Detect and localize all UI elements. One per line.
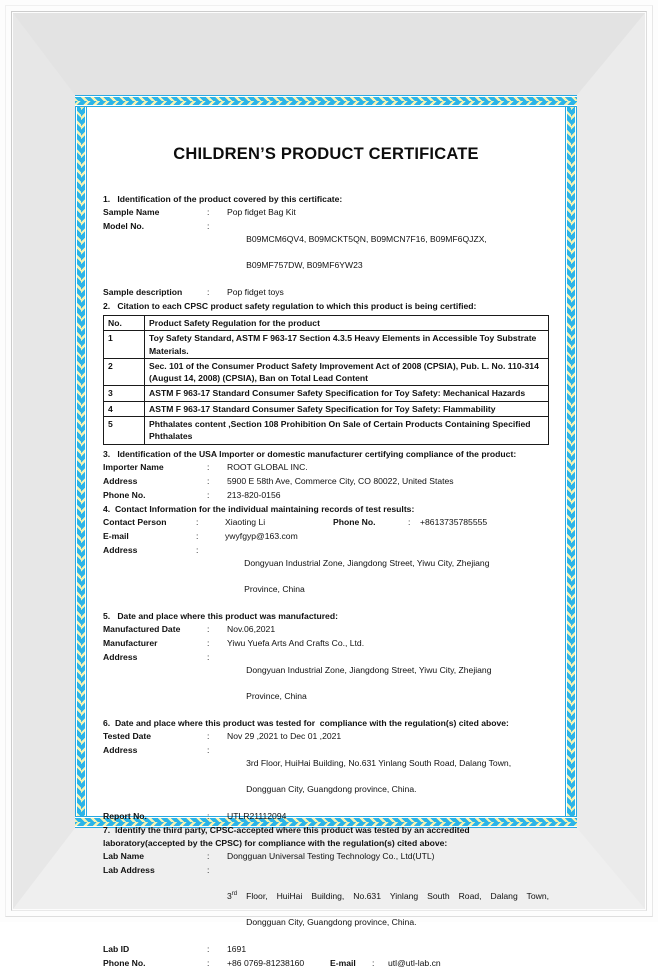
table-cell-no: 5 <box>104 417 145 445</box>
address-line1: 3rd Floor, HuiHai Building, No.631 Yinlang South Road, Dalang Town, <box>246 757 512 768</box>
address-line1: Dongyuan Industrial Zone, Jiangdong Street, Yiwu City, Zhejiang <box>244 557 490 568</box>
certificate-content <box>87 107 565 968</box>
field-label: Address <box>103 651 138 662</box>
field-value: Nov 29 ,2021 to Dec 01 ,2021 <box>227 730 342 741</box>
zigzag-border-left <box>75 107 87 816</box>
field-value <box>227 220 549 285</box>
field-label: Phone No. <box>103 957 146 968</box>
field-value: UTLR21112094 <box>227 810 287 821</box>
address-line1-rest: Floor, HuiHai Building, No.631 Yinlang South Road, Dalang Town, <box>237 890 549 901</box>
section-4-heading: 4. Contact Information for the individual maintaining records of test results: <box>103 503 415 514</box>
field-row-manufacturer <box>103 637 549 650</box>
colon: : <box>207 864 210 875</box>
field-value <box>227 744 549 809</box>
certificate-title: CHILDREN’S PRODUCT CERTIFICATE <box>173 145 479 163</box>
field-label: Sample description <box>103 287 183 297</box>
table-header-regulation: Product Safety Regulation for the product <box>145 316 549 331</box>
colon: : <box>196 516 199 527</box>
field-label: Address <box>103 544 138 555</box>
field-label: Manufacturer <box>103 637 158 648</box>
field-value <box>227 864 549 942</box>
zigzag-band <box>567 107 575 816</box>
colon: : <box>207 943 210 954</box>
table-cell-regulation: Phthalates content ,Section 108 Prohibition On Sale of Certain Products Containing Specified Phthalates <box>145 417 549 445</box>
address-line1: Dongyuan Industrial Zone, Jiangdong Street, Yiwu City, Zhejiang <box>246 664 492 675</box>
colon: : <box>408 516 411 527</box>
colon: : <box>207 637 210 648</box>
address-line2: Province, China <box>244 583 305 594</box>
zigzag-border-right <box>565 107 577 816</box>
field-label: Lab Name <box>103 850 145 861</box>
colon: : <box>372 957 375 968</box>
table-row <box>104 417 549 445</box>
field-row-manufactured-date <box>103 623 549 636</box>
field-row-importer-name <box>103 461 549 474</box>
field-value <box>225 544 549 609</box>
field-label: Address <box>103 744 138 755</box>
table-header-row <box>104 316 549 331</box>
section-2-heading: 2. Citation to each CPSC product safety regulation to which this product is being certified: <box>103 301 477 311</box>
field-row-contact-person <box>103 516 549 529</box>
colon: : <box>196 530 199 541</box>
zigzag-border-top <box>75 95 577 107</box>
colon: : <box>207 287 210 297</box>
table-cell-no: 3 <box>104 386 145 401</box>
field-value: 5900 E 58th Ave, Commerce City, CO 80022, United States <box>227 475 454 486</box>
field-row-tested-date <box>103 730 549 743</box>
field-label-email: E-mail <box>330 957 356 968</box>
table-cell-regulation: ASTM F 963-17 Standard Consumer Safety Specification for Toy Safety: Flammability <box>145 401 549 416</box>
field-row-importer-address <box>103 475 549 488</box>
field-value-phone: +8613735785555 <box>420 516 488 527</box>
field-value: Nov.06,2021 <box>227 623 276 634</box>
field-row-contact-address <box>103 544 549 609</box>
field-value: Yiwu Yuefa Arts And Crafts Co., Ltd. <box>227 637 365 648</box>
field-label: Address <box>103 475 138 486</box>
field-label: Importer Name <box>103 461 164 472</box>
section-5-heading: 5. Date and place where this product was manufactured: <box>103 610 338 621</box>
field-value: Pop fidget toys <box>227 287 284 297</box>
table-cell-no: 1 <box>104 331 145 359</box>
colon: : <box>196 544 199 555</box>
field-value <box>227 651 549 716</box>
colon: : <box>207 207 210 217</box>
colon: : <box>207 461 210 472</box>
zigzag-band <box>75 97 577 105</box>
colon: : <box>207 475 210 486</box>
field-value: ywyfgyp@163.com <box>225 530 298 541</box>
colon: : <box>207 623 210 634</box>
colon: : <box>207 957 210 968</box>
regulation-table <box>103 315 549 445</box>
field-row-lab-phone <box>103 957 549 970</box>
model-no-line2: B09MF757DW, B09MF6YW23 <box>246 260 363 270</box>
table-cell-regulation: Sec. 101 of the Consumer Product Safety Improvement Act of 2008 (CPSIA), Pub. L. No. 110-314 (August 14, 2008) (CPSIA), Ban on Total Lead Content <box>145 358 549 386</box>
field-row-lab-name <box>103 850 549 863</box>
field-row-report-no <box>103 810 549 823</box>
colon: : <box>207 651 210 662</box>
address-line2: Dongguan City, Guangdong province, China. <box>246 916 417 927</box>
field-label: Manufactured Date <box>103 623 181 634</box>
field-value: Dongguan Universal Testing Technology Co., Ltd(UTL) <box>227 850 435 861</box>
field-value: ROOT GLOBAL INC. <box>227 461 308 472</box>
field-label: Sample Name <box>103 207 160 217</box>
table-row <box>104 358 549 386</box>
table-cell-no: 2 <box>104 358 145 386</box>
field-row-email <box>103 530 549 543</box>
section-3-heading: 3. Identification of the USA Importer or domestic manufacturer certifying compliance of the product: <box>103 448 517 459</box>
field-label-phone: Phone No. <box>333 516 376 527</box>
field-row-tested-address <box>103 744 549 809</box>
field-label: Phone No. <box>103 489 146 500</box>
field-value-email: utl@utl-lab.cn <box>388 957 441 968</box>
colon: : <box>207 730 210 741</box>
certificate-paper <box>75 95 577 968</box>
field-value-phone: +86 0769-81238160 <box>227 957 305 968</box>
colon: : <box>207 744 210 755</box>
field-label: Contact Person <box>103 516 167 527</box>
field-row-lab-address <box>103 864 549 942</box>
field-label: Model No. <box>103 221 145 231</box>
model-no-line1: B09MCM6QV4, B09MCKT5QN, B09MCN7F16, B09MF6QJZX, <box>246 234 487 244</box>
table-row <box>104 401 549 416</box>
field-label: Tested Date <box>103 730 152 741</box>
field-label: E-mail <box>103 530 129 541</box>
colon: : <box>207 489 210 500</box>
colon: : <box>207 850 210 861</box>
field-label: Lab ID <box>103 943 130 954</box>
address-line2: Province, China <box>246 690 307 701</box>
field-row-model-no <box>103 220 549 285</box>
table-cell-regulation: Toy Safety Standard, ASTM F 963-17 Section 4.3.5 Heavy Elements in Accessible Toy Substrate Materials. <box>145 331 549 359</box>
address-line1 <box>227 890 549 903</box>
zigzag-band <box>77 107 85 816</box>
section-6-heading: 6. Date and place where this product was tested for compliance with the regulation(s) cited above: <box>103 717 509 728</box>
field-label: Lab Address <box>103 864 155 875</box>
field-row-manufacturer-address <box>103 651 549 716</box>
field-label: Report No. <box>103 810 147 821</box>
field-row-sample-name <box>103 206 549 219</box>
section-7-heading: 7. Identify the third party, CPSC-accepted where this product was tested by an accredited laboratory(accepted by the CPSC) for compliance with the regulation(s) cited above: <box>103 824 472 848</box>
floor-ordinal-suffix: rd <box>231 890 238 897</box>
field-value: 213-820-0156 <box>227 489 281 500</box>
field-value: Xiaoting Li <box>225 516 266 527</box>
colon: : <box>207 221 210 231</box>
table-header-no: No. <box>104 316 145 331</box>
floor-number: 3 <box>227 890 232 901</box>
field-value: Pop fidget Bag Kit <box>227 207 296 217</box>
colon: : <box>207 810 210 821</box>
table-cell-no: 4 <box>104 401 145 416</box>
table-row <box>104 386 549 401</box>
field-row-lab-id <box>103 943 549 956</box>
table-row <box>104 331 549 359</box>
address-line2: Dongguan City, Guangdong province, China. <box>246 783 417 794</box>
field-row-sample-description <box>103 286 549 299</box>
field-value: 1691 <box>227 943 247 954</box>
table-cell-regulation: ASTM F 963-17 Standard Consumer Safety Specification for Toy Safety: Mechanical Hazards <box>145 386 549 401</box>
field-row-importer-phone <box>103 489 549 502</box>
section-1-heading: 1. Identification of the product covered by this certificate: <box>103 194 343 204</box>
